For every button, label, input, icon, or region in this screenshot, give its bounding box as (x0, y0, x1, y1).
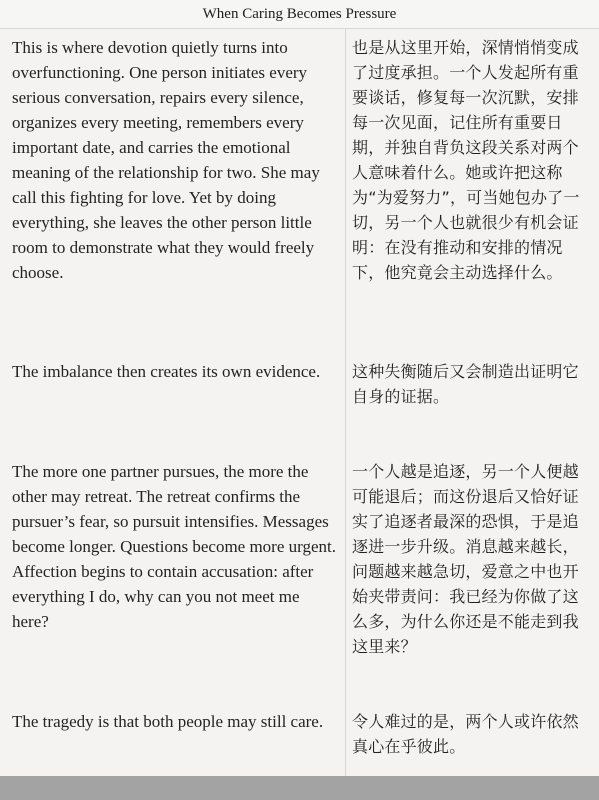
bilingual-content (0, 29, 599, 776)
english-paragraph-3: The more one partner pursues, the more the other may retreat. The retreat confirms the pursuer’s fear, so pursuit intensifies. Messages become longer. Questions become more urgent. Affection begins to contain accusation: after everything I do, why can you not meet me here? (12, 462, 337, 631)
chinese-paragraph-2: 这种失衡随后又会制造出证明它自身的证据。 (352, 362, 579, 406)
chinese-paragraph-1: 也是从这里开始，深情悄悄变成了过度承担。一个人发起所有重要谈话，修复每一次沉默，安排每一次见面，记住所有重要日期，并独自背负这段关系对两个人意味着什么。她或许把这称为“为爱努力”，可当她包办了一切，另一个人也就很少有机会证明：在没有推动和安排的情况下，他究竟会主动选择什么。 (352, 38, 580, 282)
chinese-paragraph-3: 一个人越是追逐，另一个人便越可能退后；而这份退后又恰好证实了追逐者最深的恐惧，于是追逐进一步升级。消息越来越长，问题越来越急切，爱意之中也开始夹带责问：我已经为你做了这么多，为什么你还是不能走到我这里来？ (352, 462, 579, 656)
english-paragraph-4: The tragedy is that both people may still care. (12, 712, 324, 731)
english-paragraph-1: This is where devotion quietly turns into overfunctioning. One person initiates every serious conversation, repairs every silence, organizes every meeting, remembers every important date, and carries the emotional meaning of the relationship for two. She may call this fighting for love. Yet by doing everything, she leaves the other person little room to demonstrate what they would freely choose. (12, 38, 320, 282)
page-title: When Caring Becomes Pressure (202, 6, 397, 22)
column-divider (345, 29, 346, 776)
page-header (0, 0, 599, 29)
bottom-bar (0, 776, 599, 800)
chinese-paragraph-4: 令人难过的是，两个人或许依然真心在乎彼此。 (352, 712, 579, 756)
english-paragraph-2: The imbalance then creates its own evidence. (12, 362, 321, 381)
